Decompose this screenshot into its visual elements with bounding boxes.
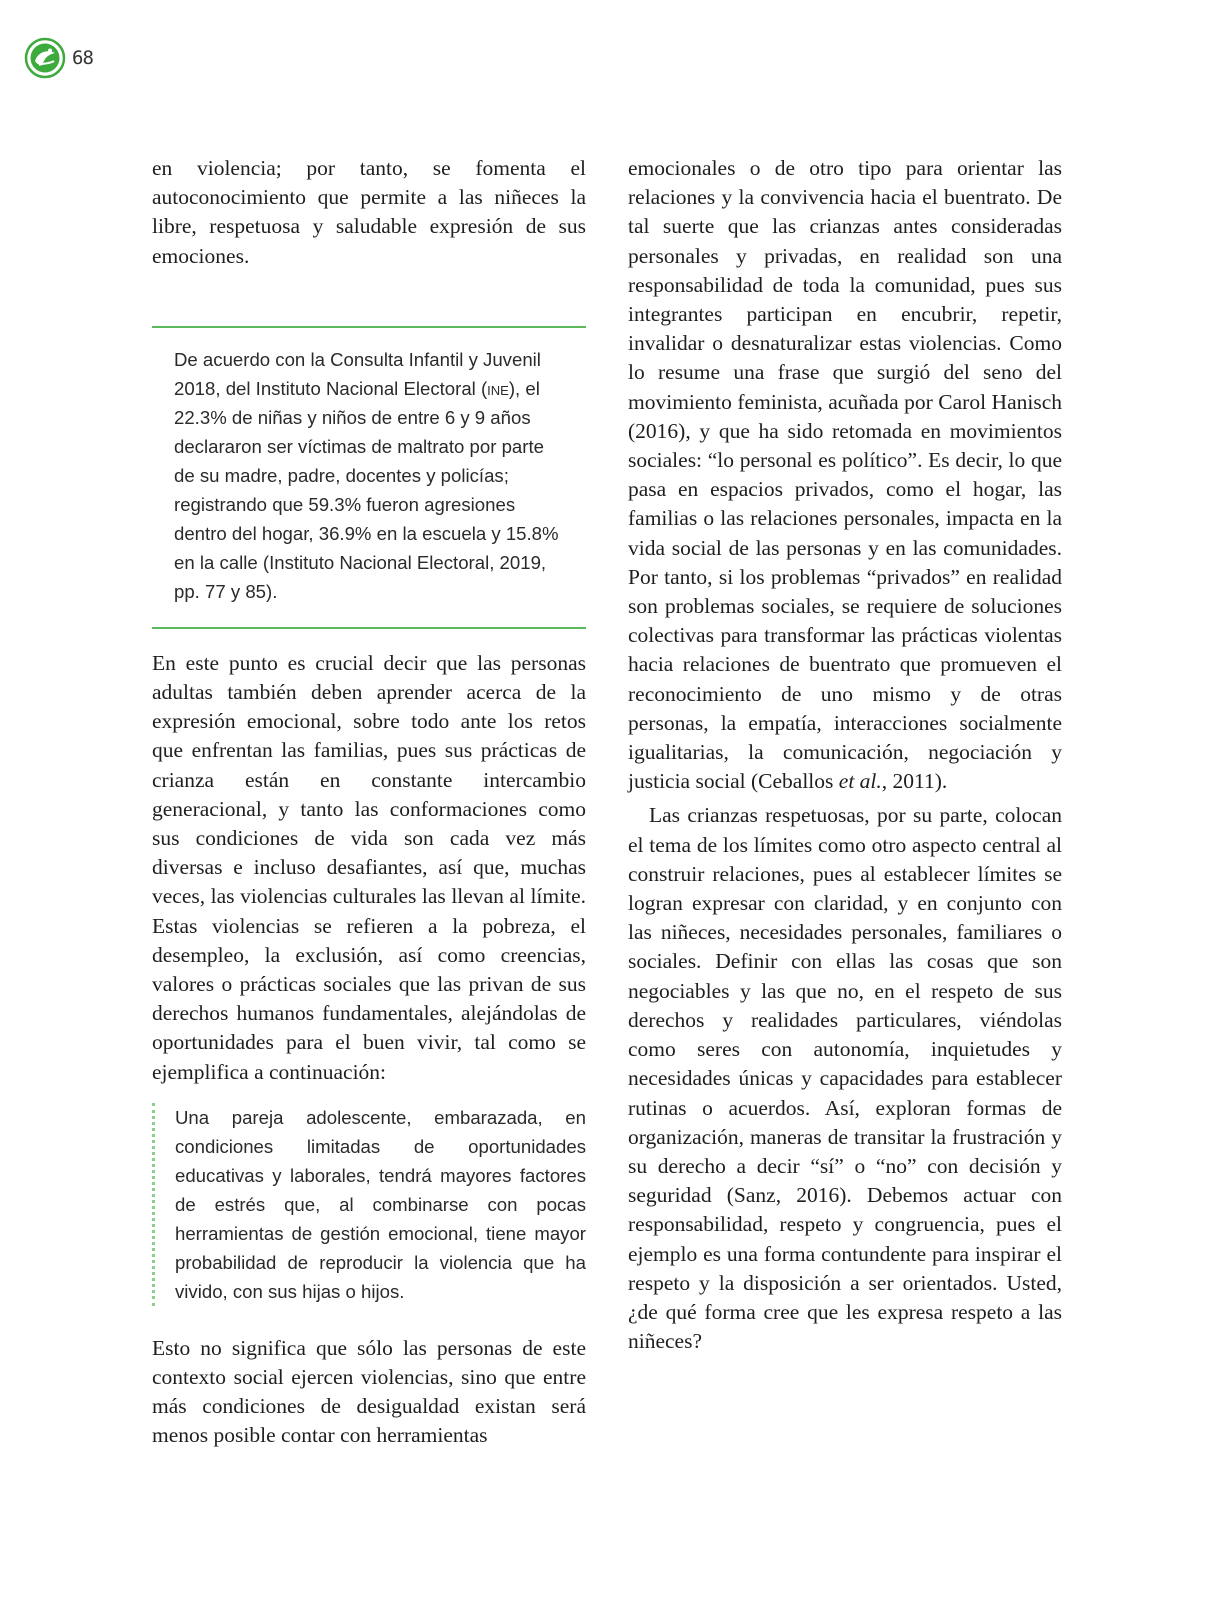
paragraph: Las crianzas respetuosas, por su parte, colocan el tema de los límites como otro aspecto central al construir relaciones, pues al establecer límites se logran expresar con claridad, y en conjunto con las niñeces, necesidades personales, familiares o sociales. Definir con ellas las cosas que son negociables y las que no, en el respeto de sus derechos y realidades particulares, viéndolas como seres con autonomía, inquietudes y necesidades únicas y capacidades para establecer rutinas o acuerdos. Así, exploran formas de organización, maneras de transitar la frustración y su derecho a decir “sí” o “no” con decisión y seguridad (Sanz, 2016). Debemos actuar con responsabilidad, respeto y congruencia, pues el ejemplo es una forma contundente para inspirar el respeto y la disposición a ser orientados. Usted, ¿de qué forma cree que les expresa respeto a las niñeces?: [628, 803, 1062, 1354]
circular-green-emblem-icon: [24, 37, 66, 79]
right-column: [628, 154, 1062, 1356]
paragraph: Esto no significa que sólo las personas de este contexto social ejercen violencias, sino que entre más condiciones de desigualdad existan será menos posible contar con herramientas: [152, 1335, 586, 1448]
paragraph: En este punto es crucial decir que las personas adultas también deben aprender acerca de la expresión emocional, sobre todo ante los retos que enfrentan las familias, pues sus prácticas de crianza están en constante intercambio generacional, y tanto las conformaciones como sus condiciones de vida son cada vez más diversas e incluso desafiantes, así que, muchas veces, las violencias culturales las llevan al límite. Estas violencias se refieren a la pobreza, el desempleo, la exclusión, así como creencias, valores o prácticas sociales que las privan de sus derechos humanos fundamentales, alejándolas de oportunidades para el buen vivir, tal como se ejemplifica a continuación:: [152, 650, 586, 1084]
left-column: [152, 154, 586, 1451]
page-number: 68: [72, 47, 93, 69]
page-header: [24, 36, 93, 80]
example-quote: Una pareja adolescente, embarazada, en condiciones limitadas de oportunidades educativas y laborales, tendrá mayores factores de estrés que, al combinarse con pocas herramientas de gestión emocional, tiene mayor probabilidad de reproducir la violencia que ha vivido, con sus hijas o hijos.: [152, 1103, 586, 1306]
paragraph: en violencia; por tanto, se fomenta el autoconocimiento que permite a las niñeces la libre, respetuosa y saludable expresión de sus emociones.: [152, 156, 586, 268]
statistics-sidebar: De acuerdo con la Consulta Infantil y Juvenil 2018, del Instituto Nacional Electoral (ine), el 22.3% de niñas y niños de entre 6 y 9 años declararon ser víctimas de maltrato por parte de su madre, padre, docentes y policías; registrando que 59.3% fueron agresiones dentro del hogar, 36.9% en la escuela y 15.8% en la calle (Instituto Nacional Electoral, 2019, pp. 77 y 85).: [174, 348, 559, 602]
abbreviation: ine: [487, 377, 509, 399]
italic-citation: et al.: [838, 769, 882, 794]
paragraph: emocionales o de otro tipo para orientar las relaciones y la convivencia hacia el buentrato. De tal suerte que las crianzas antes consideradas personales y privadas, en realidad son una responsabilidad de toda la comunidad, pues sus integrantes participan en encubrir, repetir, invalidar o desnaturalizar estas violencias. Como lo resume una frase que surgió del seno del movimiento feminista, acuñada por Carol Hanisch (2016), y que ha sido retomada en movimientos sociales: “lo personal es político”. Es decir, lo que pasa en espacios privados, como el hogar, las familias o las relaciones personales, impacta en la vida social de las personas y en las comunidades. Por tanto, si los problemas “privados” en realidad son problemas sociales, se requiere de soluciones colectivas para transformar las prácticas violentas hacia relaciones de buentrato que promueven el reconocimiento de uno mismo y de otras personas, la empatía, interacciones socialmente igualitarias, la comunicación, negociación y justicia social (Ceballos et al., 2011).: [628, 156, 1062, 794]
